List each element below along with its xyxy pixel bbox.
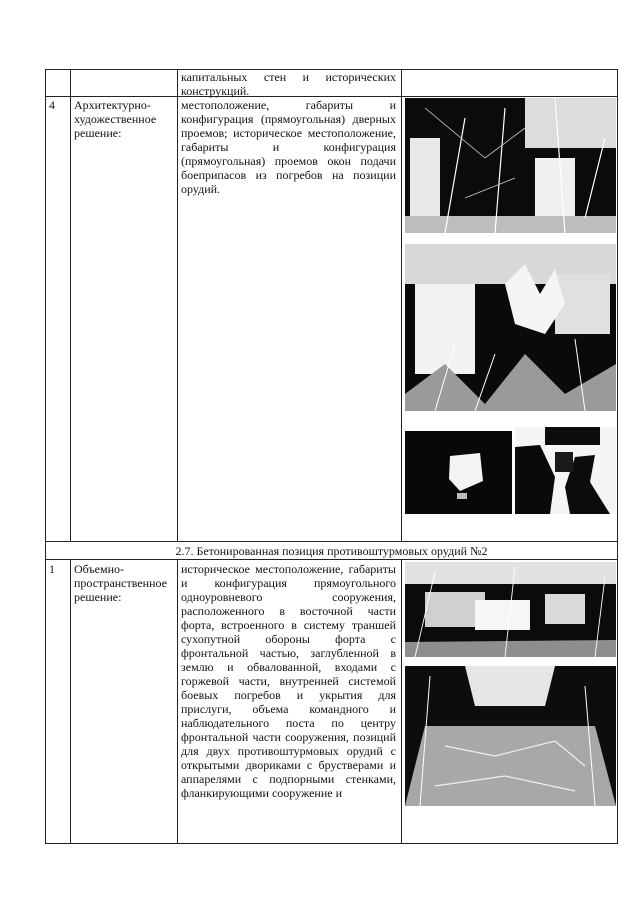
photo-ammo-window xyxy=(405,431,512,514)
photo-gun-position-courtyard xyxy=(405,666,616,806)
photo-fort-vegetation xyxy=(405,244,616,411)
section-title: 2.7. Бетонированная позиция противоштурмовых орудий №2 xyxy=(175,544,488,558)
table-border-bottom xyxy=(45,843,618,844)
photo-ammo-hatch xyxy=(515,427,616,514)
table-border-left xyxy=(45,69,46,844)
row-description: местоположение, габариты и конфигурация (прямоугольная) дверных проемов; историческое местоположение, габариты и конфигурация (прямоугольная) проемов окон подачи боеприпасов из погребов на позиции орудий. xyxy=(181,98,396,196)
photo-fort-doorway xyxy=(405,98,616,233)
heritage-table xyxy=(45,69,618,844)
table-row xyxy=(181,70,396,98)
row-number: 1 xyxy=(49,562,55,576)
row-divider xyxy=(45,559,618,560)
column-divider-num xyxy=(70,69,71,844)
row-description: капитальных стен и исторических конструкций. xyxy=(181,70,396,98)
row-number: 4 xyxy=(49,98,55,112)
row-name: Архитектурно-художественное решение: xyxy=(74,98,157,140)
row-description: историческое местоположение, габариты и конфигурация прямоугольного одноуровневого сооружения, расположенного в восточной части форта, встроенного в систему траншей сухопутной обороны форта с фронтальной частью, заглубленной в землю и обвалованной, входами с горжевой части, внутренней системой боевых погребов и укрытия для прислуги, объема командного и наблюдательного поста по центру фронтальной части сооружения, позиций для двух противоштурмовых орудий с открытыми двориками с брустверами и аппарелями с подпорными стенками, фланкирующими сооружение и xyxy=(181,562,396,800)
column-divider-desc xyxy=(401,69,402,844)
row-name: Объемно-пространственное решение: xyxy=(74,562,167,604)
column-divider-name xyxy=(177,69,178,844)
table-border-right xyxy=(617,69,618,844)
photo-gun-position-facade xyxy=(405,562,616,657)
